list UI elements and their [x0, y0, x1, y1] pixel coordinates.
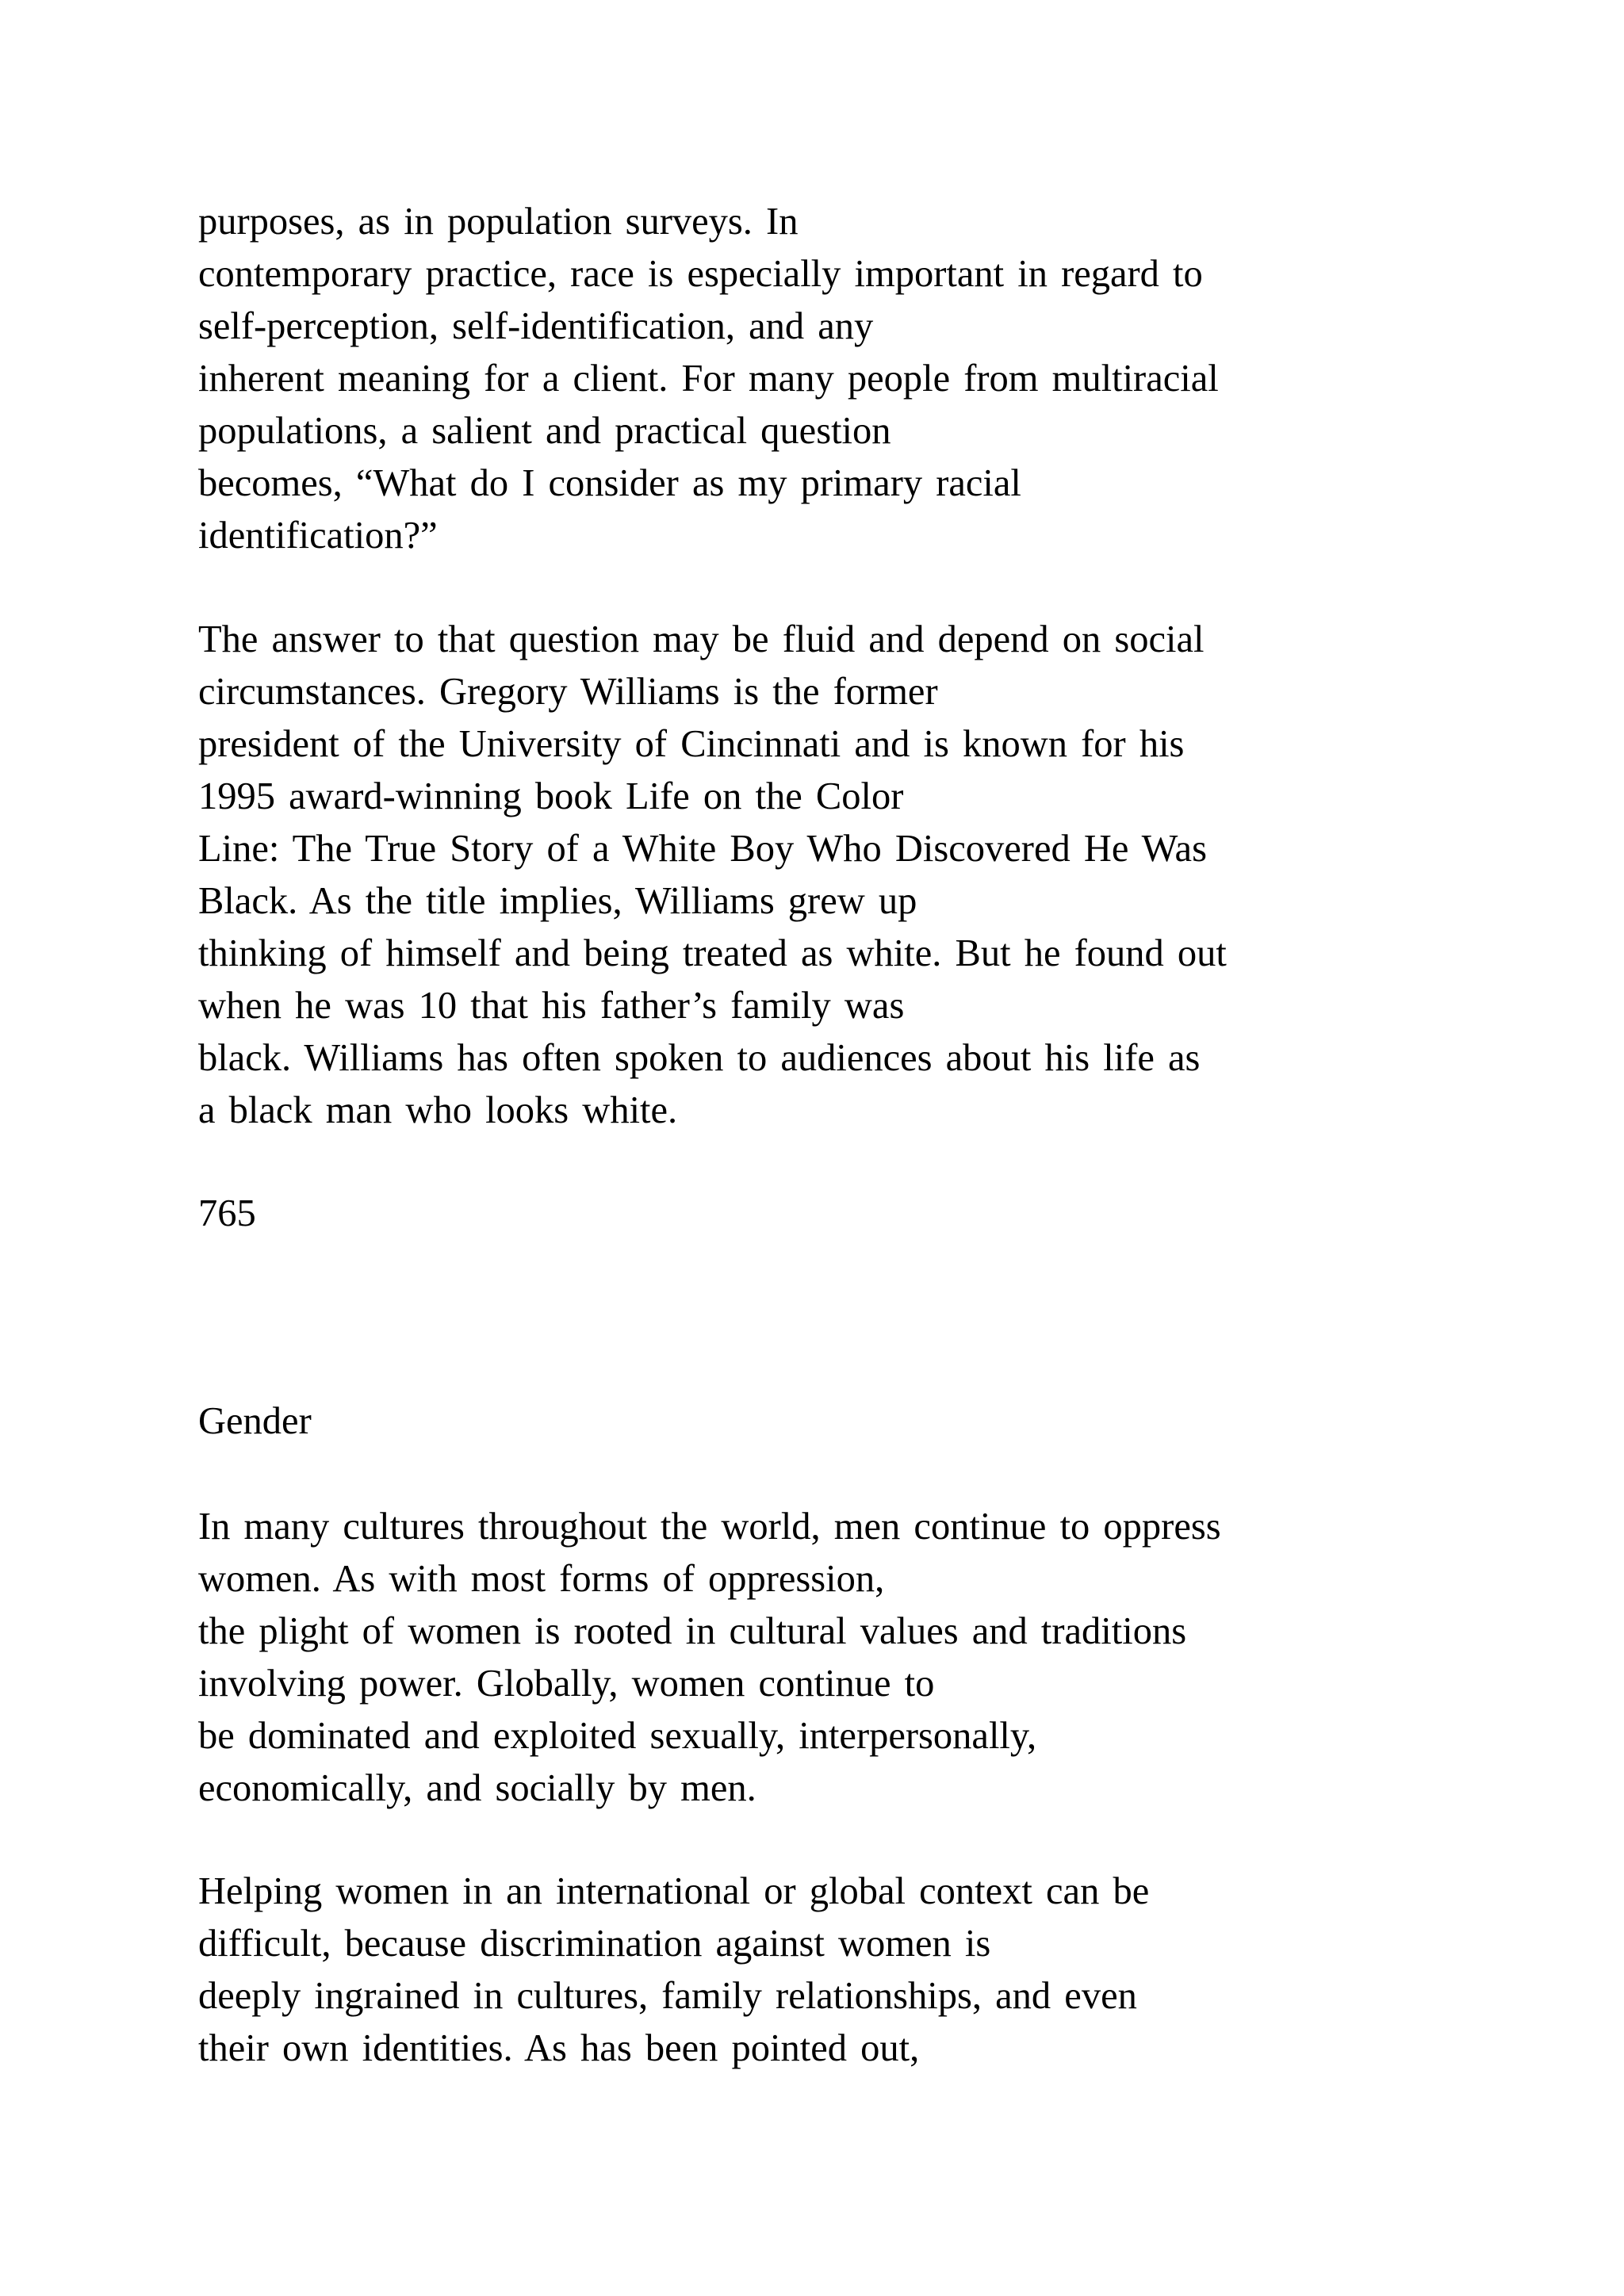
text-line: involving power. Globally, women continue to	[198, 1663, 935, 1705]
section-heading-block	[198, 1395, 1499, 1448]
text-line: The answer to that question may be fluid and depend on social	[198, 618, 1205, 660]
paragraph-oppression-of-women	[198, 1501, 1499, 1815]
text-line: contemporary practice, race is especially important in regard to	[198, 253, 1203, 295]
text-line: economically, and socially by men.	[198, 1767, 756, 1809]
page-number: 765	[198, 1192, 256, 1234]
text-line: Black. As the title implies, Williams grew up	[198, 880, 917, 922]
text-line: difficult, because discrimination against women is	[198, 1923, 991, 1965]
text-line: their own identities. As has been pointed out,	[198, 2027, 920, 2069]
text-line: a black man who looks white.	[198, 1089, 678, 1131]
text-line: self-perception, self-identification, and any	[198, 305, 874, 347]
text-line: when he was 10 that his father’s family was	[198, 985, 905, 1027]
text-line: 1995 award-winning book Life on the Color	[198, 775, 904, 817]
text-line: be dominated and exploited sexually, interpersonally,	[198, 1715, 1037, 1757]
text-line: populations, a salient and practical question	[198, 410, 891, 452]
text-line: deeply ingrained in cultures, family relationships, and even	[198, 1975, 1137, 2017]
text-line: women. As with most forms of oppression,	[198, 1558, 885, 1600]
text-line: In many cultures throughout the world, men continue to oppress	[198, 1506, 1221, 1548]
text-line: Helping women in an international or global context can be	[198, 1870, 1150, 1912]
text-line: circumstances. Gregory Williams is the former	[198, 671, 938, 713]
paragraph-gregory-williams	[198, 614, 1499, 1137]
paragraph-race-identification	[198, 196, 1499, 562]
text-line: inherent meaning for a client. For many people from multiracial	[198, 358, 1219, 400]
page-number-block	[198, 1188, 1499, 1240]
paragraph-helping-women	[198, 1866, 1499, 2075]
text-line: president of the University of Cincinnati and is known for his	[198, 723, 1185, 765]
text-line: the plight of women is rooted in cultural values and traditions	[198, 1610, 1187, 1652]
text-line: thinking of himself and being treated as white. But he found out	[198, 932, 1227, 974]
text-line: purposes, as in population surveys. In	[198, 201, 799, 243]
text-line: Line: The True Story of a White Boy Who Discovered He Was	[198, 828, 1207, 870]
text-line: becomes, “What do I consider as my primary racial	[198, 462, 1021, 504]
text-line: black. Williams has often spoken to audiences about his life as	[198, 1037, 1201, 1079]
section-heading: Gender	[198, 1400, 312, 1442]
text-line: identification?”	[198, 515, 438, 557]
